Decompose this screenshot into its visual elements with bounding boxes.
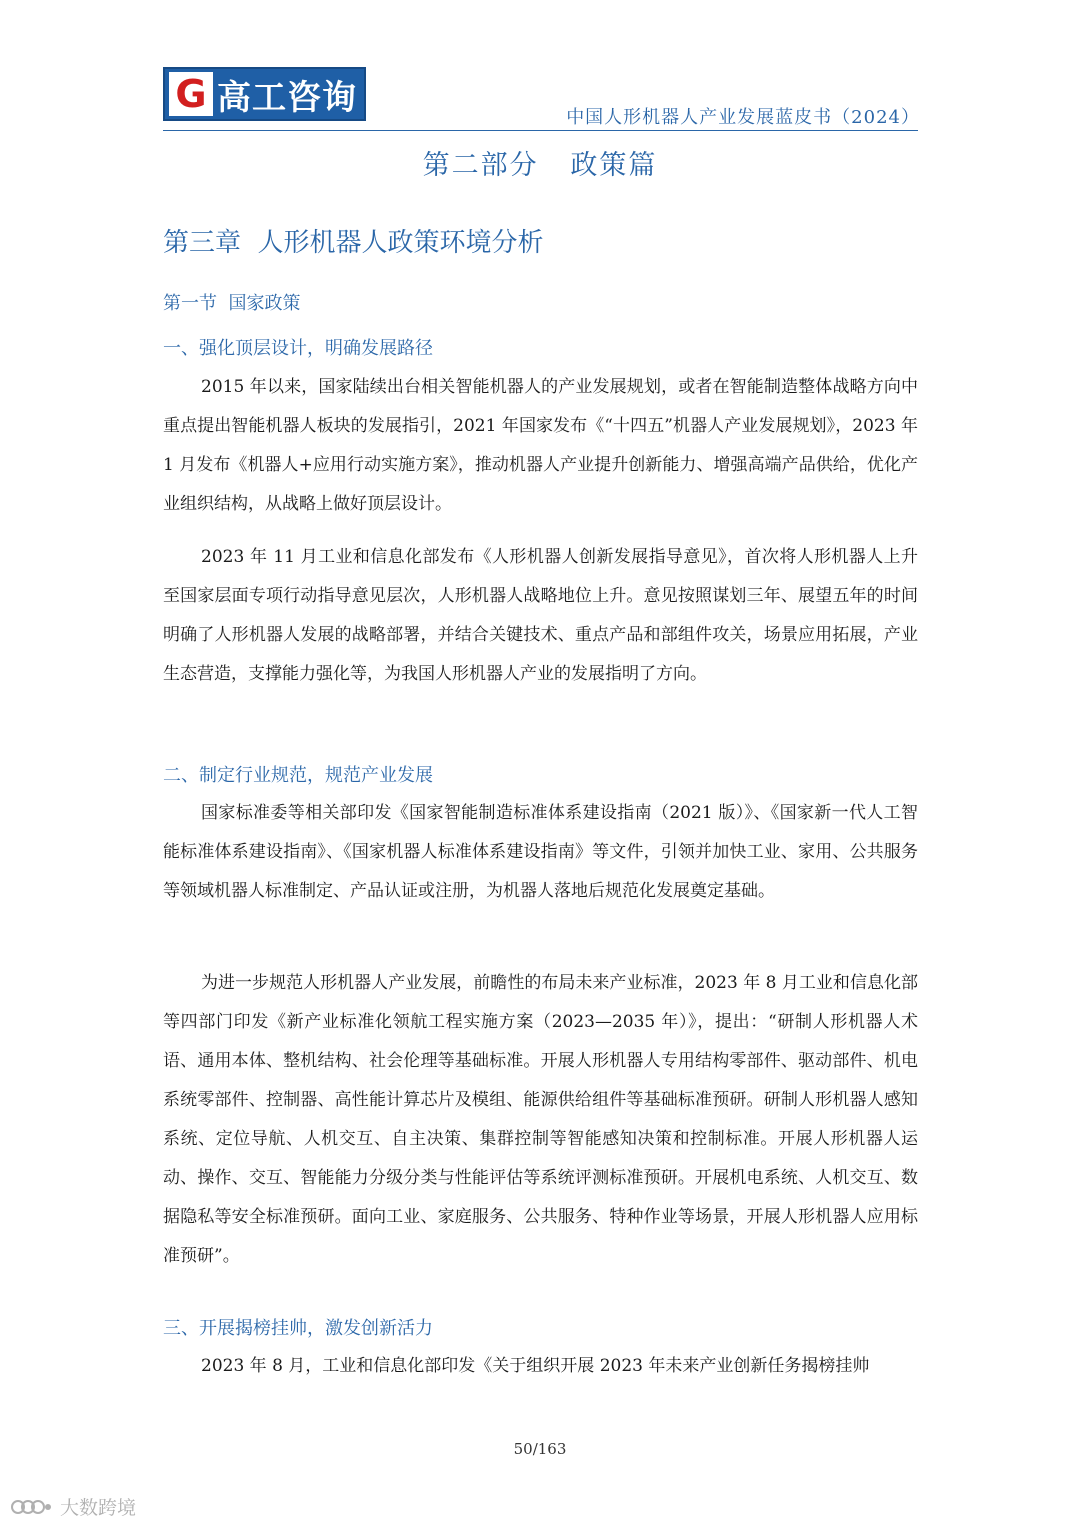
paragraph: 2023 年 8 月，工业和信息化部印发《关于组织开展 2023 年未来产业创新任务揭榜挂帅 (201, 1356, 870, 1376)
part-title: 第二部分 政策篇 (422, 150, 658, 181)
watermark (10, 1493, 136, 1520)
page-number: 50/163 (513, 1440, 567, 1458)
paragraph: 国家标准委等相关部印发《国家智能制造标准体系建设指南（2021 版）》、《国家新一代人工智能标准体系建设指南》、《国家机器人标准体系建设指南》等文件，引领并加快工业、家用、公共服务等领域机器人标准制定、产品认证或注册，为机器人落地后规范化发展奠定基础。 (163, 803, 918, 901)
watermark-text: 大数跨境 (60, 1497, 137, 1519)
paragraph: 2015 年以来，国家陆续出台相关智能机器人的产业发展规划，或者在智能制造整体战略方向中重点提出智能机器人板块的发展指引，2021 年国家发布《“十四五”机器人产业发展规划》，2023 年 1 月发布《机器人+应用行动实施方案》，推动机器人产业提升创新能力、增强高端产品供给，优化产业组织结构，从战略上做好顶层设计。 (163, 377, 918, 514)
report-title: 中国人形机器人产业发展蓝皮书（2024） (566, 107, 920, 128)
sub-heading: 三、开展揭榜挂帅，激发创新活力 (163, 1318, 433, 1339)
header-divider (163, 130, 918, 131)
brand-logo (163, 67, 366, 121)
logo-text: 高工咨询 (217, 77, 357, 118)
paragraph: 为进一步规范人形机器人产业发展，前瞻性的布局未来产业标准，2023 年 8 月工业和信息化部等四部门印发《新产业标准化领航工程实施方案（2023—2035 年）》，提出：“研制人形机器人术语、通用本体、整机结构、社会伦理等基础标准。开展人形机器人专用结构零部件、驱动部件、机电系统零部件、控制器、高性能计算芯片及模组、能源供给组件等基础标准预研。研制人形机器人感知系统、定位导航、人机交互、自主决策、集群控制等智能感知决策和控制标准。开展人形机器人运动、操作、交互、智能能力分级分类与性能评估等系统评测标准预研。开展机电系统、人机交互、数据隐私等安全标准预研。面向工业、家庭服务、公共服务、特种作业等场景，开展人形机器人应用标准预研”。 (163, 973, 918, 1266)
paragraph: 2023 年 11 月工业和信息化部发布《人形机器人创新发展指导意见》，首次将人形机器人上升至国家层面专项行动指导意见层次，人形机器人战略地位上升。意见按照谋划三年、展望五年的时间明确了人形机器人发展的战略部署，并结合关键技术、重点产品和部组件攻关，场景应用拓展，产业生态营造，支撑能力强化等，为我国人形机器人产业的发展指明了方向。 (163, 547, 918, 684)
sub-heading: 二、制定行业规范，规范产业发展 (163, 765, 433, 786)
sub-heading: 一、强化顶层设计，明确发展路径 (163, 338, 433, 359)
logo-mark: G (169, 72, 213, 116)
chapter-title: 第三章 人形机器人政策环境分析 (163, 228, 544, 258)
dashuju-logo-icon (10, 1496, 54, 1518)
section-title: 第一节 国家政策 (163, 293, 301, 314)
